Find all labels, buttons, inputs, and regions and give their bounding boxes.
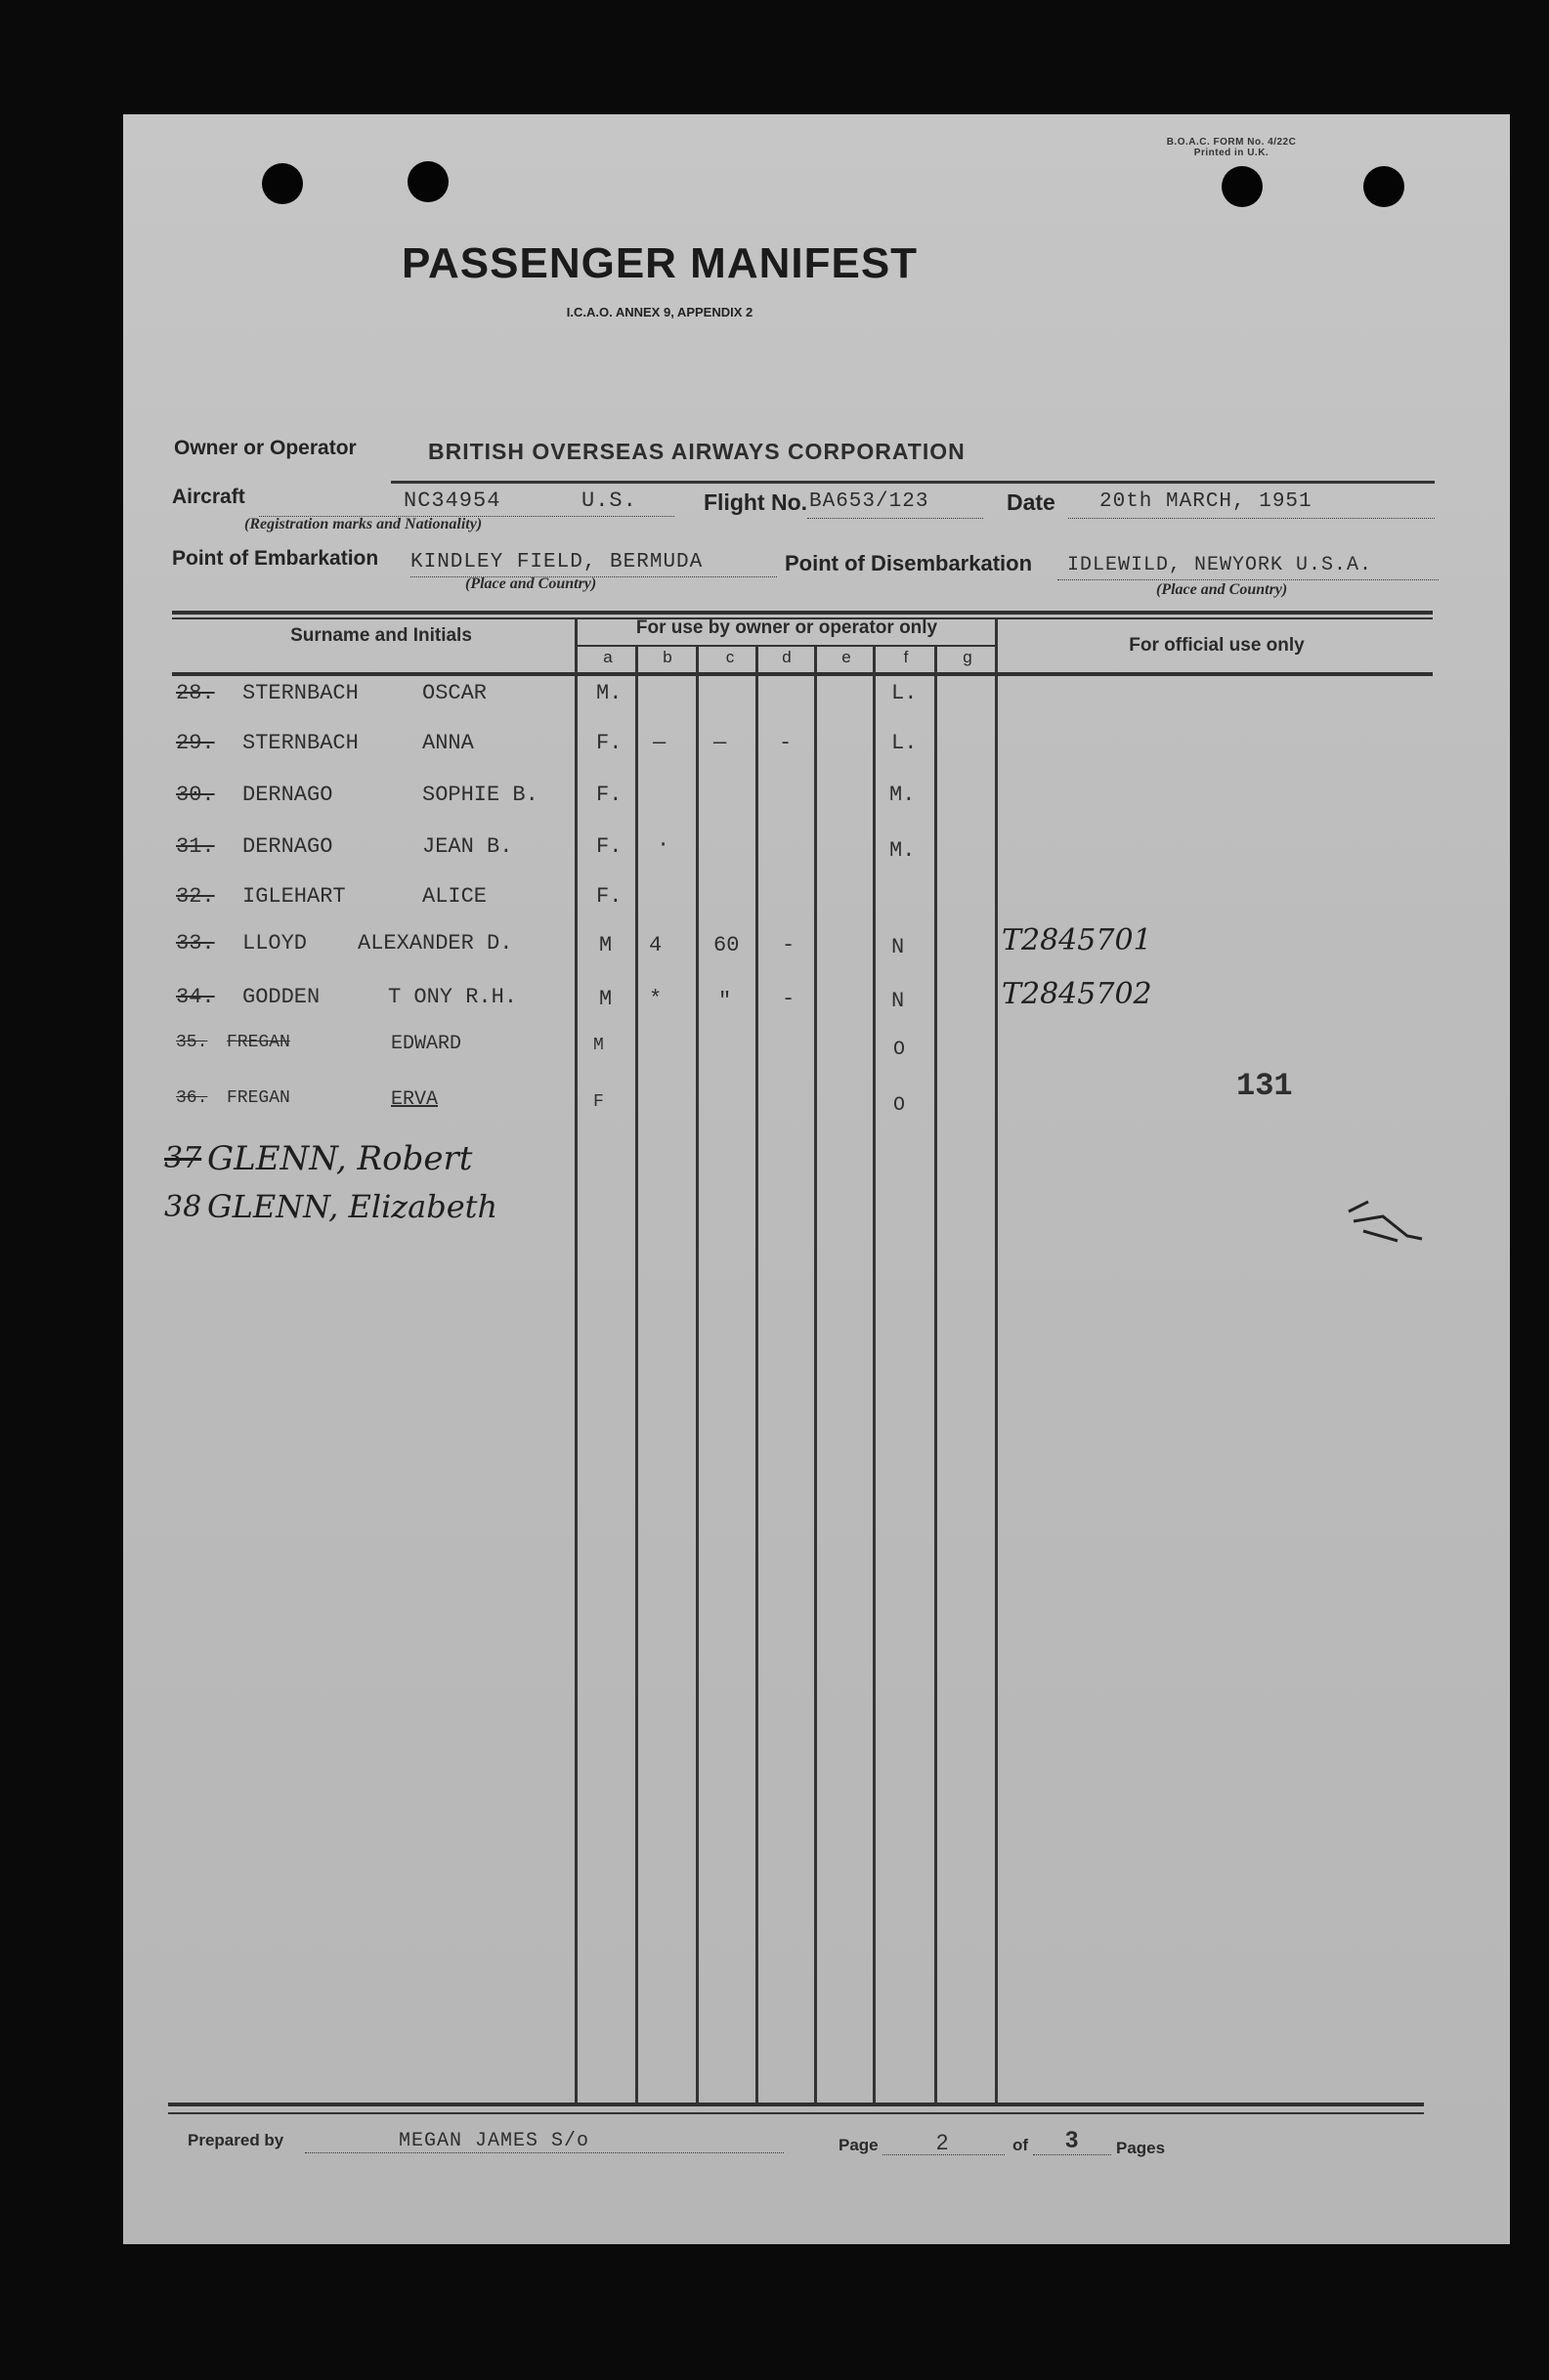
disembark-underline bbox=[1057, 579, 1439, 580]
col-divider bbox=[575, 617, 578, 2103]
nationality-value: U.S. bbox=[581, 489, 637, 513]
owner-label: Owner or Operator bbox=[174, 437, 357, 459]
header-bottom-rule bbox=[172, 672, 1433, 676]
row-given: ALEXANDER D. bbox=[358, 931, 513, 956]
row-col-a: M. bbox=[596, 681, 623, 705]
row-col-b: 4 bbox=[649, 933, 663, 957]
col-divider bbox=[995, 617, 998, 2103]
row-surname: LLOYD bbox=[242, 931, 308, 956]
row-col-b: · bbox=[657, 832, 670, 857]
row-col-f: N bbox=[891, 935, 905, 959]
row-given: ERVA bbox=[391, 1088, 439, 1111]
date-label: Date bbox=[1007, 489, 1055, 515]
row-surname: FREGAN bbox=[227, 1088, 290, 1108]
page-underline bbox=[882, 2154, 1005, 2155]
handwritten-number: 38 bbox=[164, 1190, 202, 1224]
prepared-underline bbox=[305, 2152, 784, 2153]
col-divider bbox=[934, 647, 937, 2103]
col-divider bbox=[635, 647, 638, 2103]
disembark-label: Point of Disembarkation bbox=[785, 551, 1033, 575]
handwritten-name: GLENN, Elizabeth bbox=[207, 1188, 498, 1225]
handwritten-number: 37 bbox=[164, 1141, 202, 1175]
row-col-a: F. bbox=[596, 731, 623, 755]
row-surname: STERNBACH bbox=[242, 731, 359, 755]
of-label: of bbox=[1012, 2136, 1029, 2154]
embark-value: KINDLEY FIELD, BERMUDA bbox=[410, 551, 704, 574]
embark-place-note: (Place and Country) bbox=[465, 575, 597, 592]
row-col-b: — bbox=[653, 731, 667, 755]
disembark-value: IDLEWILD, NEWYORK U.S.A. bbox=[1067, 554, 1373, 576]
row-number: 34. bbox=[176, 985, 215, 1009]
row-col-f: N bbox=[891, 989, 905, 1013]
flight-underline bbox=[807, 518, 983, 519]
form-subtitle: I.C.A.O. ANNEX 9, APPENDIX 2 bbox=[566, 305, 753, 319]
col-divider bbox=[696, 647, 699, 2103]
row-given: T ONY R.H. bbox=[388, 985, 518, 1009]
col-official-header: For official use only bbox=[1129, 635, 1305, 656]
row-given: OSCAR bbox=[422, 681, 488, 705]
sub-col-g: g bbox=[963, 648, 972, 666]
row-surname: IGLEHART bbox=[242, 884, 346, 909]
sub-col-f: f bbox=[903, 648, 909, 666]
date-underline bbox=[1068, 518, 1435, 519]
row-official: T2845701 bbox=[1002, 923, 1152, 957]
sub-col-e: e bbox=[841, 648, 851, 666]
row-col-b: * bbox=[649, 987, 663, 1011]
row-col-a: M bbox=[593, 1036, 604, 1055]
prepared-label: Prepared by bbox=[188, 2131, 284, 2149]
row-col-a: F bbox=[593, 1092, 604, 1112]
row-surname: DERNAGO bbox=[242, 783, 333, 807]
row-col-c: — bbox=[713, 731, 727, 755]
table-bottom-rule-2 bbox=[168, 2112, 1424, 2114]
date-value: 20th MARCH, 1951 bbox=[1099, 490, 1312, 513]
row-given: JEAN B. bbox=[422, 834, 513, 859]
col-surname-header: Surname and Initials bbox=[290, 625, 472, 646]
disembark-place-note: (Place and Country) bbox=[1156, 581, 1288, 598]
page-value: 2 bbox=[936, 2130, 950, 2154]
row-col-c: " bbox=[718, 989, 732, 1013]
of-underline bbox=[1033, 2154, 1111, 2155]
row-surname: GODDEN bbox=[242, 985, 321, 1009]
row-number: 29. bbox=[176, 731, 215, 755]
row-given: SOPHIE B. bbox=[422, 783, 538, 807]
row-col-f: O bbox=[893, 1094, 906, 1117]
row-surname: STERNBACH bbox=[242, 681, 359, 705]
col-divider bbox=[755, 647, 758, 2103]
row-col-f: O bbox=[893, 1039, 906, 1061]
punch-hole-icon bbox=[1363, 166, 1404, 207]
row-col-a: F. bbox=[596, 783, 623, 807]
row-surname: DERNAGO bbox=[242, 834, 333, 859]
form-number-block bbox=[1139, 137, 1324, 158]
row-col-d: - bbox=[782, 933, 796, 957]
row-col-a: M bbox=[599, 987, 613, 1011]
sub-col-c: c bbox=[725, 648, 735, 666]
table-top-rule bbox=[172, 611, 1433, 615]
punch-hole-icon bbox=[1222, 166, 1263, 207]
row-given: EDWARD bbox=[391, 1033, 462, 1055]
row-col-d: - bbox=[779, 731, 793, 755]
page-title: PASSENGER MANIFEST bbox=[401, 239, 919, 287]
flight-value: BA653/123 bbox=[809, 490, 929, 513]
handwritten-name: GLENN, Robert bbox=[207, 1139, 473, 1178]
row-number: 35. bbox=[176, 1033, 208, 1052]
of-value: 3 bbox=[1065, 2127, 1080, 2153]
row-given: ANNA bbox=[422, 731, 474, 755]
col-divider bbox=[873, 647, 876, 2103]
row-col-d: - bbox=[782, 987, 796, 1011]
row-number: 36. bbox=[176, 1088, 208, 1108]
table-bottom-rule bbox=[168, 2103, 1424, 2106]
row-number: 33. bbox=[176, 931, 215, 956]
sub-col-b: b bbox=[663, 648, 672, 666]
row-col-a: F. bbox=[596, 834, 623, 859]
row-col-f: M. bbox=[889, 783, 916, 807]
col-divider bbox=[814, 647, 817, 2103]
embark-label: Point of Embarkation bbox=[172, 547, 379, 570]
row-number: 28. bbox=[176, 681, 215, 705]
flight-label: Flight No. bbox=[704, 489, 808, 515]
row-col-a: F. bbox=[596, 884, 623, 909]
row-surname: FREGAN bbox=[227, 1033, 290, 1052]
form-number: B.O.A.C. FORM No. 4/22C bbox=[1166, 137, 1297, 148]
row-col-c: 60 bbox=[713, 933, 740, 957]
printed-note: Printed in U.K. bbox=[1193, 148, 1269, 158]
pages-label: Pages bbox=[1116, 2139, 1166, 2157]
aircraft-value: NC34954 bbox=[404, 489, 501, 513]
row-number: 30. bbox=[176, 783, 215, 807]
punch-hole-icon bbox=[408, 161, 449, 202]
row-given: ALICE bbox=[422, 884, 488, 909]
row-official: 131 bbox=[1236, 1068, 1293, 1104]
punch-hole-icon bbox=[262, 163, 303, 204]
row-col-f: L. bbox=[891, 731, 918, 755]
sub-col-a: a bbox=[603, 648, 613, 666]
owner-underline bbox=[391, 481, 1435, 484]
row-number: 31. bbox=[176, 834, 215, 859]
sub-col-d: d bbox=[782, 648, 792, 666]
aircraft-label: Aircraft bbox=[172, 486, 245, 508]
row-col-f: L. bbox=[891, 681, 918, 705]
row-number: 32. bbox=[176, 884, 215, 909]
pencil-scribble-icon bbox=[1339, 1192, 1427, 1260]
page-label: Page bbox=[839, 2136, 879, 2154]
owner-value: BRITISH OVERSEAS AIRWAYS CORPORATION bbox=[428, 439, 966, 464]
row-col-f: M. bbox=[889, 838, 916, 863]
col-owner-header: For use by owner or operator only bbox=[635, 617, 938, 638]
row-col-a: M bbox=[599, 933, 613, 957]
row-official: T2845702 bbox=[1002, 977, 1152, 1011]
registration-note: (Registration marks and Nationality) bbox=[244, 516, 483, 532]
prepared-value: MEGAN JAMES S/o bbox=[399, 2130, 590, 2152]
